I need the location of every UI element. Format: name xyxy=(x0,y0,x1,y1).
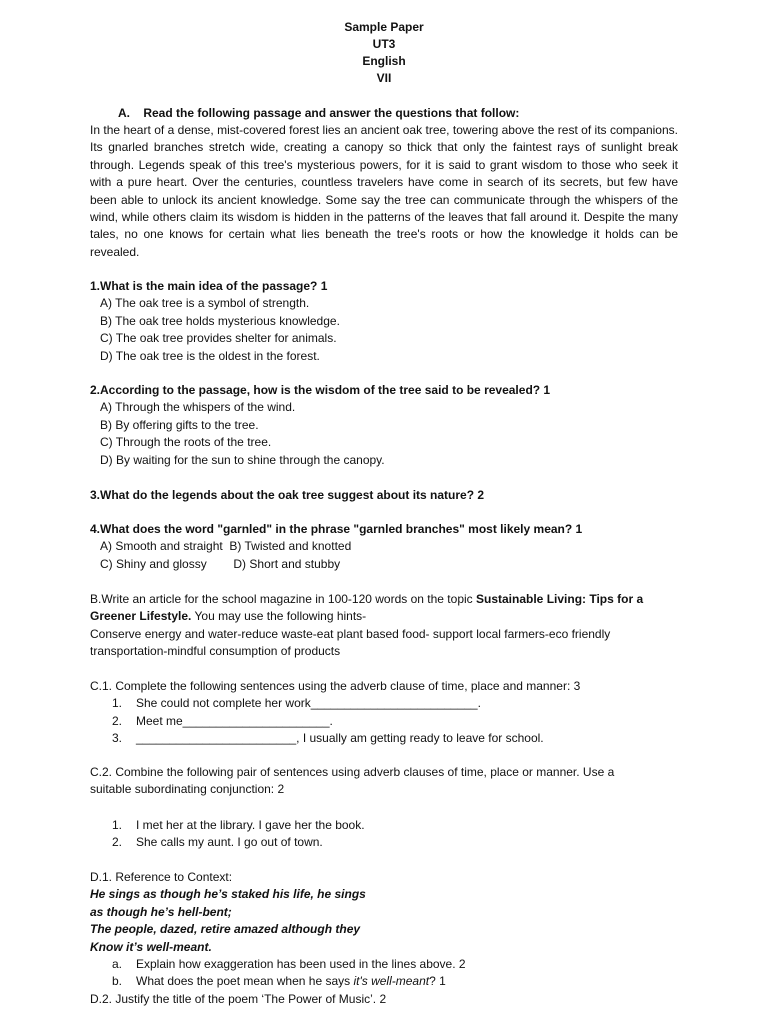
poem-line-1: He sings as though he’s staked his life, he sings xyxy=(90,887,366,902)
section-c1 xyxy=(90,678,580,748)
section-b-topic-part-1: Sustainable Living: Tips for a xyxy=(476,592,644,606)
section-b-line-2 xyxy=(90,608,643,625)
header-test: UT3 xyxy=(372,37,396,51)
list-number: 2. xyxy=(112,835,123,850)
section-d1-question-a xyxy=(90,956,466,973)
poem-line-4: Know it’s well-meant. xyxy=(90,939,212,954)
section-c1-item-2 xyxy=(90,713,580,730)
section-a-label: A. xyxy=(118,106,130,120)
question-1-text: 1.What is the main idea of the passage? 1 xyxy=(90,279,328,293)
list-number: 3. xyxy=(112,731,123,746)
list-number: 1. xyxy=(112,818,123,832)
sentence-text: I met her at the library. I gave her the book. xyxy=(136,818,365,832)
question-mark: ? 1 xyxy=(429,974,446,989)
section-d2-text: D.2. Justify the title of the poem ‘The Power of Music’. 2 xyxy=(90,991,387,1006)
section-c2-item-2 xyxy=(90,834,365,851)
question-2-option-a: A) Through the whispers of the wind. xyxy=(100,400,296,415)
sentence-text: She calls my aunt. I go out of town. xyxy=(136,835,323,850)
question-4-options-row-2: C) Shiny and glossy D) Short and stubby xyxy=(100,556,341,571)
section-c1-item-1 xyxy=(90,695,580,712)
poem-line-3: The people, dazed, retire amazed although they xyxy=(90,922,361,937)
sentence-text: ________________________, I usually am getting ready to leave for school. xyxy=(136,731,544,746)
section-b xyxy=(90,591,643,661)
header-class: VII xyxy=(376,71,392,85)
question-text: Explain how exaggeration has been used in the lines above. 2 xyxy=(136,957,466,972)
question-4-options-row-1: A) Smooth and straight B) Twisted and knotted xyxy=(100,539,352,554)
section-c2-line-1: C.2. Combine the following pair of sentences using adverb clauses of time, place or manner. Use a xyxy=(90,765,615,779)
header-subject: English xyxy=(362,54,406,68)
section-d1 xyxy=(90,869,466,1008)
list-letter: a. xyxy=(112,957,123,972)
section-b-intro: B.Write an article for the school magazine in 100-120 words on the topic xyxy=(90,592,476,606)
question-1-option-b: B) The oak tree holds mysterious knowledge. xyxy=(100,313,340,328)
section-c2-item-1 xyxy=(90,817,365,834)
question-1-option-c: C) The oak tree provides shelter for animals. xyxy=(100,331,337,346)
question-3-text: 3.What do the legends about the oak tree suggest about its nature? 2 xyxy=(90,488,485,502)
section-b-hints-1: Conserve energy and water-reduce waste-eat plant based food- support local farmers-eco friendly xyxy=(90,626,611,641)
header-title: Sample Paper xyxy=(344,20,424,34)
question-quote: it's well-meant xyxy=(353,974,430,989)
question-2-option-b: B) By offering gifts to the tree. xyxy=(100,417,259,432)
sentence-text: Meet me______________________. xyxy=(136,713,333,728)
list-letter: b. xyxy=(112,974,123,989)
question-4-text: 4.What does the word "garnled" in the phrase "garnled branches" most likely mean? 1 xyxy=(90,522,583,536)
section-b-topic-part-2: Greener Lifestyle. xyxy=(90,609,192,624)
section-c1-item-3 xyxy=(90,730,580,747)
question-1 xyxy=(90,278,340,365)
poem-line-2: as though he’s hell-bent; xyxy=(90,904,232,919)
section-b-after: You may use the following hints- xyxy=(191,609,367,624)
section-d1-question-b xyxy=(90,973,466,990)
section-c1-instruction: C.1. Complete the following sentences using the adverb clause of time, place and manner: 3 xyxy=(90,679,581,693)
section-d1-title: D.1. Reference to Context: xyxy=(90,870,233,884)
question-text: What does the poet mean when he says xyxy=(136,974,354,989)
section-b-line-1 xyxy=(90,591,643,608)
question-4 xyxy=(90,521,582,573)
section-c2-items xyxy=(90,817,365,852)
reading-passage: In the heart of a dense, mist-covered forest lies an ancient oak tree, towering above the rest of its companions. Its gnarled branches stretch wide, creating a canopy so thick that only the faintest rays of sunlight break through. Legends speak of this tree's mysterious powers, for it is said to grant wisdom to those who seek it with a pure heart. Over the centuries, countless travelers have come in search of its secrets, but few have been able to unlock its ancient knowledge. Some say the tree can communicate through the whispers of the wind, while others claim its wisdom is hidden in the patterns of the leaves that fall around it. Despite the many tales, no one knows for certain what lies beneath the tree's roots or how the knowledge it holds can be revealed. xyxy=(90,123,678,259)
section-c2 xyxy=(90,764,614,799)
section-b-hints-2: transportation-mindful consumption of products xyxy=(90,644,341,659)
section-c2-line-2: suitable subordinating conjunction: 2 xyxy=(90,782,285,797)
question-2-option-d: D) By waiting for the sun to shine through the canopy. xyxy=(100,452,385,467)
list-number: 1. xyxy=(112,696,123,711)
question-1-option-d: D) The oak tree is the oldest in the forest. xyxy=(100,348,320,363)
question-2-text: 2.According to the passage, how is the wisdom of the tree said to be revealed? 1 xyxy=(90,383,551,397)
section-a-text: Read the following passage and answer the questions that follow: xyxy=(143,106,520,120)
question-2 xyxy=(90,382,550,469)
paper-header xyxy=(0,19,768,87)
section-a-instruction xyxy=(118,105,519,122)
list-number: 2. xyxy=(112,713,123,728)
question-1-option-a: A) The oak tree is a symbol of strength. xyxy=(100,296,310,311)
question-2-option-c: C) Through the roots of the tree. xyxy=(100,435,272,450)
sentence-text: She could not complete her work_________________________. xyxy=(136,696,481,711)
